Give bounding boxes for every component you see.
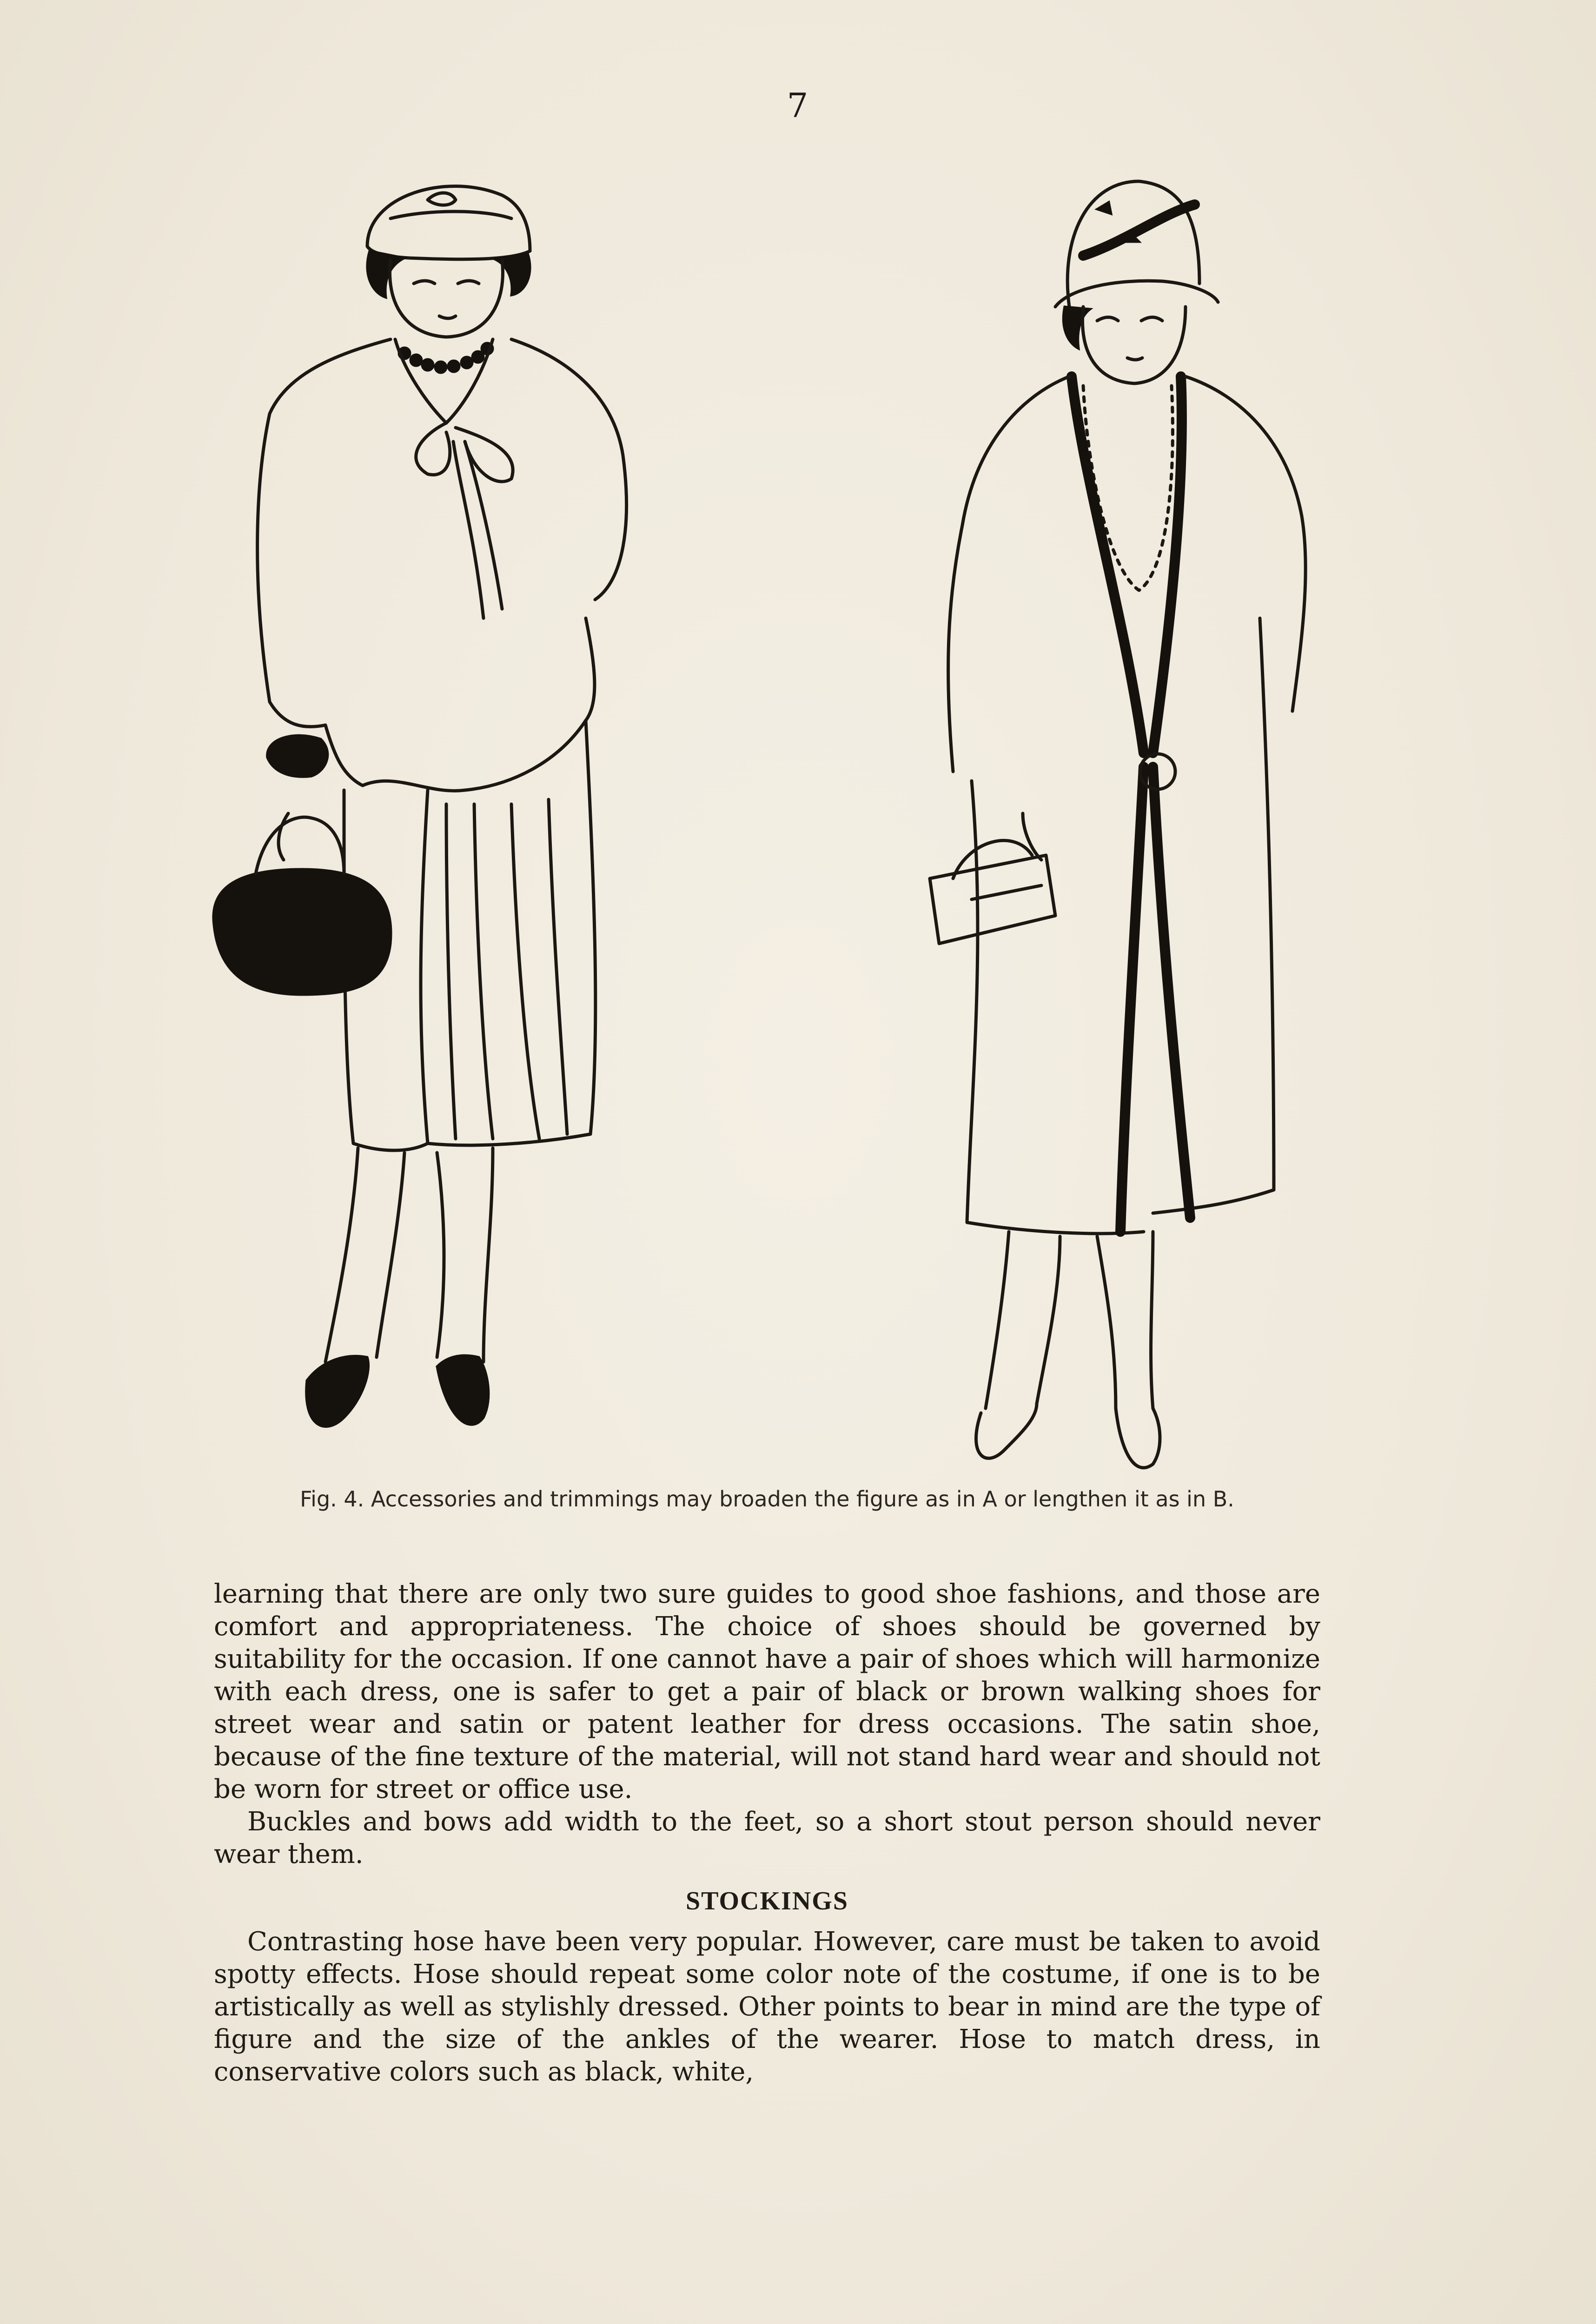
paragraph-buckles: Buckles and bows add width to the feet, so a short stout person should never wear them. (214, 1807, 1320, 1869)
page-number: 7 (787, 86, 809, 125)
body-text (214, 1578, 1320, 2088)
figure-b-lengthened (930, 181, 1305, 1468)
figure-caption: Fig. 4. Accessories and trimmings may broaden the figure as in A or lengthen it as in B. (300, 1486, 1234, 1512)
paragraph-stockings: Contrasting hose have been very popular. However, care must be taken to avoid spotty effects. Hose should repeat some color note of the costume, if one is to be artistically as well as stylishly dressed. Other points to bear in mind are the type of figure and the size of the ankles of the wearer. Hose to match dress, in conservative colors such as black, white, (214, 1927, 1320, 2087)
section-heading-stockings: STOCKINGS (686, 1887, 848, 1915)
paragraph-shoes: learning that there are only two sure guides to good shoe fashions, and those are comfort and appropriateness. The choice of shoes should be governed by suitability for the occasion. If one cannot have a pair of shoes which will harmonize with each dress, one is safer to get a pair of black or brown walking shoes for street wear and satin or patent leather for dress occasions. The satin shoe, because of the fine texture of the material, will not stand hard wear and should not be worn for street or office use. (214, 1579, 1320, 1804)
fashion-illustration (186, 153, 1376, 1483)
figure-a-broad (213, 186, 627, 1427)
